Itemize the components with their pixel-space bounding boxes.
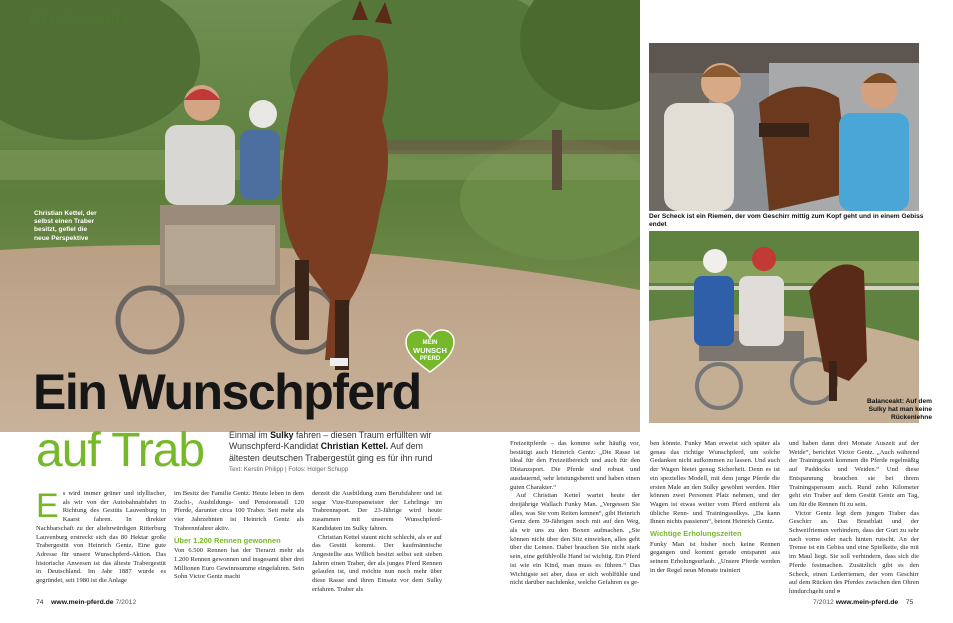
paragraph: Christian Kettel staunt nicht schlecht, als er auf das Gestüt kommt. Der kaufmännische Angestellte aus Willich besitzt selbst seit sieben Jahren einen Traber, der als junges Pferd Rennen gelaufen ist, und möchte nun noch mehr über diese Rasse und ihren Einsatz vor dem Sulky erfahren. Traber als — [312, 533, 442, 593]
article-column-3 — [312, 490, 442, 594]
article-column-6 — [789, 440, 919, 594]
footer-issue: 7/2012 — [813, 599, 834, 606]
badge-line2: WUNSCH — [413, 346, 447, 355]
paragraph: Funky Man ist bisher noch keine Rennen gegangen und kommt gerade entspannt aus seinem Erholungsurlaub. „Unsere Pferde werden in der Regel neun Monate trainiert — [650, 540, 780, 574]
paragraph: derzeit die Ausbildung zum Berufsfahrer und ist sogar Vize-Europameister der Lehrlinge im Trabrennsport. Der 23-Jährige wird heute zusammen mit unserem Wunschpferd-Kandidaten im Sulky fahren. — [312, 490, 442, 532]
subhead: auf Trab — [36, 424, 205, 477]
paragraph: s wird immer grüner und idyllischer, als wir von der Autobahnabfahrt in Richtung des Gestüts Lauvenburg in Kaarst fahren. In direkter Nachbarschaft zu der altehrwürdigen Ritterburg Lauvenburg erstreckt sich das 80 Hektar große Trabergestüt von Heinrich Gentz. Eine gute Adresse für unsere Wunschpferd-Aktion. Das historische Anwesen ist das älteste Trabergestüt in Deutschland. Im Jahr 1887 wurde es gegründet, seit 1980 ist die Anlage — [36, 490, 166, 585]
article-column-4 — [510, 440, 640, 594]
photo3-caption: Balanceakt: Auf dem Sulky hat man keine Rückenlehne — [867, 398, 932, 422]
hero-caption: Christian Kettel, der selbst einen Traber besitzt, gefiel die neue Perspektive — [34, 210, 97, 242]
intro-text — [229, 430, 449, 464]
paragraph: Von 6.500 Rennen hat der Tierarzt mehr als 1.200 Rennen gewonnen und insgesamt über drei Millionen Euro Gewinnsumme eingefahren. Sein Sohn Victor Gentz macht — [174, 547, 304, 581]
badge-line3: PFERD — [419, 356, 441, 362]
intro-bold-sulky: Sulky — [270, 430, 294, 440]
article-column-5 — [650, 440, 780, 594]
section-label: PFERDEMENSCHEN — [30, 14, 130, 25]
article-column-2 — [174, 490, 304, 594]
footer-site: www.mein-pferd.de — [835, 599, 899, 606]
subheading: Über 1.200 Rennen gewonnen — [174, 535, 281, 545]
paragraph: im Besitz der Familie Gentz. Heute leben in dem Zucht-, Ausbildungs- und Pensionsstall 120 Pferde, darunter circa 100 Traber. Seit mehr als vier Jahrzehnten ist Heinrich Gentz als Trabrennfahrer aktiv. — [174, 490, 304, 532]
paragraph: ben könnte. Funky Man erweist sich später als genau das richtige Wunschpferd, um solche Gedanken nicht aufkommen zu lassen. Und auch der Wagen bietet genug Sicherheit. Denn es ist ein spezielles Modell, mit dem junge Pferde die ersten Male an den Sulky gewöhnt werden. Hier können zwei Personen Platz nehmen, und der Wagen ist etwas weiter vom Pferd entfernt als übliche Renn- und Trainingssulkys. „Da kann Ihnen nichts passieren“, betont Heinrich Gentz. — [650, 440, 780, 526]
paragraph: Auf Christian Kettel wartet heute der dreijährige Wallach Funky Man. „Vergessen Sie alles, was Sie vom Reiten kennen“, gibt Heinrich Gentz dem 39-Jährigen noch mit auf den Weg, als wir uns zu den Boxen aufmachen. „Sie können nicht über den Sitz einwirken, alles geht über die Leinen. Dabei brauchen Sie nicht stark sein, eine gefühlvolle Hand ist wichtig. Ein Pferd ist wie ein Kind, man muss es führen.“ Das Wichtigste sei aber, dass er sich wohlfühle und nicht darüber nachdenke, welche Gefahren es ge- — [510, 492, 640, 587]
continue-mark: » — [836, 587, 841, 594]
headline: Ein Wunschpferd — [33, 364, 421, 420]
footer-site: www.mein-pferd.de — [51, 599, 114, 606]
dropcap: E — [36, 490, 59, 525]
page-number: 75 — [905, 599, 914, 606]
subheading: Wichtige Erholungszeiten — [650, 529, 742, 539]
intro-bold-name: Christian Kettel. — [320, 441, 389, 452]
intro-mid: fahren – diesen Traum erfüllten wir Wunschpferd-Kandidat — [229, 430, 432, 452]
page-number: 74 — [36, 599, 44, 606]
intro-post: Auf dem ältesten deutschen Trabergestüt ging es für ihn rund — [229, 441, 433, 463]
paragraph — [789, 510, 919, 594]
bridle-photo — [649, 43, 919, 211]
footer-right — [813, 599, 913, 606]
footer-left — [36, 599, 136, 606]
article-column-1 — [36, 490, 166, 594]
footer-issue: 7/2012 — [115, 599, 137, 606]
sulky-photo — [649, 231, 919, 423]
intro-pre: Einmal im — [229, 430, 271, 440]
badge-line1: MEIN — [422, 340, 438, 346]
photo2-caption: Der Scheck ist ein Riemen, der vom Geschirr mittig zum Kopf geht und in einem Gebiss endet — [649, 213, 924, 229]
paragraph: Freizeitpferde – das komme sehr häufig vor, bestätigt auch Heinrich Gentz: „Die Rasse ist ideal für den Freizeitbereich und auch für den Distanzsport. Die Pferde sind robust und ausdauernd, sehr leistungsbereit und haben einen guten Charakter.“ — [510, 440, 640, 491]
paragraph: und haben dann drei Monate Auszeit auf der Weide“, berichtet Victor Gentz. „Auch während der Trainingszeit kommen die Pferde regelmäßig auf Paddocks und Weiden.“ Und diese Entspannung brauchen sie bei ihrem Trainingspensum auch. Rund zehn Kilometer geht ein Traber auf dem Gestüt Gentz am Tag, um für die Rennen fit zu sein. — [789, 440, 919, 508]
credit-line: Text: Kerstin Philipp | Fotos: Holger Schupp — [229, 466, 349, 473]
paragraph-text: Victor Gentz legt dem jungen Traber das Geschirr an. Das Brustblatt und der Schweifriemen verhindern, dass der Gurt zu sehr nach vorne oder nach hinten rutscht. An der Trense ist ein Gebiss und eine Spielkette, die mit im Maul liegt. Sie soll verhindern, dass sich die Pferde festmachen. Zusätzlich gibt es den Scheck, einen Lederriemen, der vom Geschirr auf dem Rücken des Pferdes zwischen den Ohren hindurchgeht und — [789, 509, 919, 594]
